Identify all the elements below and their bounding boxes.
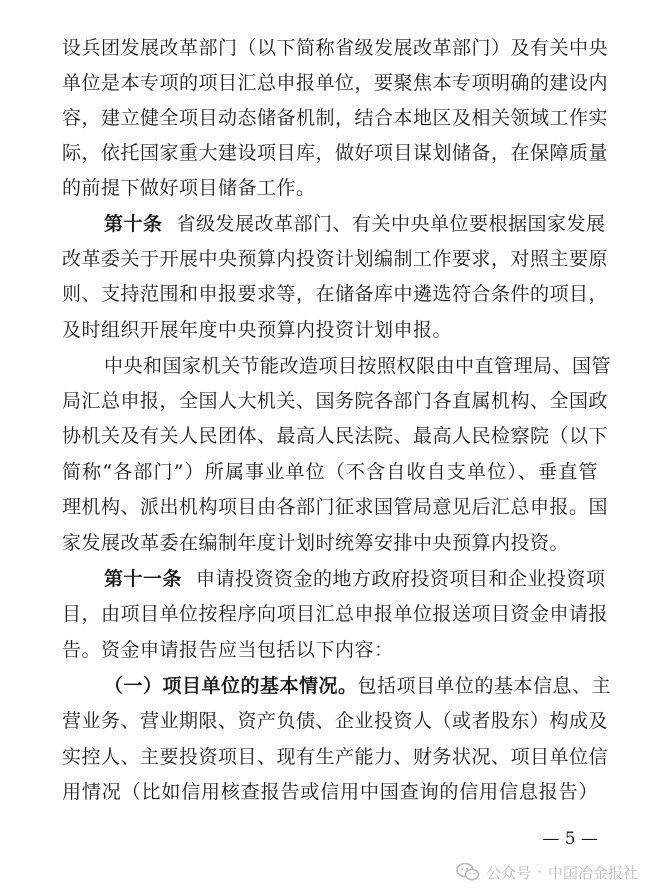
text-line: 理机构、派出机构项目由各部门征求国管局意见后汇总申报。国 (62, 496, 609, 518)
text-segment: 申请投资资金的地方政府投资项目和企业投资项 (196, 568, 606, 590)
watermark-separator: · (537, 863, 542, 881)
article-10-first-line (104, 212, 606, 236)
text-line: 协机关及有关人民团体、最高人民法院、最高人民检察院（以下 (62, 425, 609, 447)
text-line: 及时组织开展年度中央预算内投资计划申报。 (62, 319, 453, 341)
article-heading: 第十一条 (104, 568, 183, 590)
text-line: 改革委关于开展中央预算内投资计划编制工作要求，对照主要原 (62, 248, 609, 270)
watermark (456, 860, 638, 884)
item-1-first-line (104, 674, 612, 698)
text-line: 设兵团发展改革部门（以下简称省级发展改革部门）及有关中央 (62, 37, 609, 59)
wechat-icon (456, 862, 480, 882)
text-segment: 省级发展改革部门、有关中央单位要根据国家发展 (176, 213, 606, 235)
text-line: 告。资金申请报告应当包括以下内容： (62, 639, 394, 661)
text-line: 简称“各部门”）所属事业单位（不含自收自支单位）、垂直管 (62, 461, 598, 483)
item-heading: （一）项目单位的基本情况。 (104, 675, 358, 697)
text-line: 容，建立健全项目动态储备机制，结合本地区及相关领域工作实 (62, 107, 609, 129)
watermark-prefix: 公众号 (486, 863, 532, 882)
text-segment: 包括项目单位的基本信息、主 (357, 675, 612, 697)
text-line: 目，由项目单位按程序向项目汇总申报单位报送项目资金申请报 (62, 603, 609, 625)
watermark-name: 中国冶金报社 (547, 863, 638, 882)
text-line: 际，依托国家重大建设项目库，做好项目谋划储备，在保障质量 (62, 142, 609, 164)
article-heading: 第十条 (104, 213, 163, 235)
text-line: 营业务、营业期限、资产负债、企业投资人（或者股东）构成及 (62, 710, 609, 732)
text-line: 实控人、主要投资项目、现有生产能力、财务状况、项目单位信 (62, 746, 609, 768)
page-number: — 5 — (542, 829, 598, 849)
article-11-first-line (104, 567, 606, 591)
text-line: 则、支持范围和申报要求等，在储备库中遴选符合条件的项目， (62, 283, 609, 305)
text-line: 用情况（比如信用核查报告或信用中国查询的信用信息报告） (62, 781, 598, 803)
text-line: 单位是本专项的项目汇总申报单位，要聚焦本专项明确的建设内 (62, 72, 609, 94)
text-line: 家发展改革委在编制年度计划时统筹安排中央预算内投资。 (62, 532, 570, 554)
text-line: 局汇总申报，全国人大机关、国务院各部门各直属机构、全国政 (62, 390, 609, 412)
text-line: 的前提下做好项目储备工作。 (62, 177, 316, 199)
text-line: 中央和国家机关节能改造项目按照权限由中直管理局、国管 (104, 355, 612, 377)
